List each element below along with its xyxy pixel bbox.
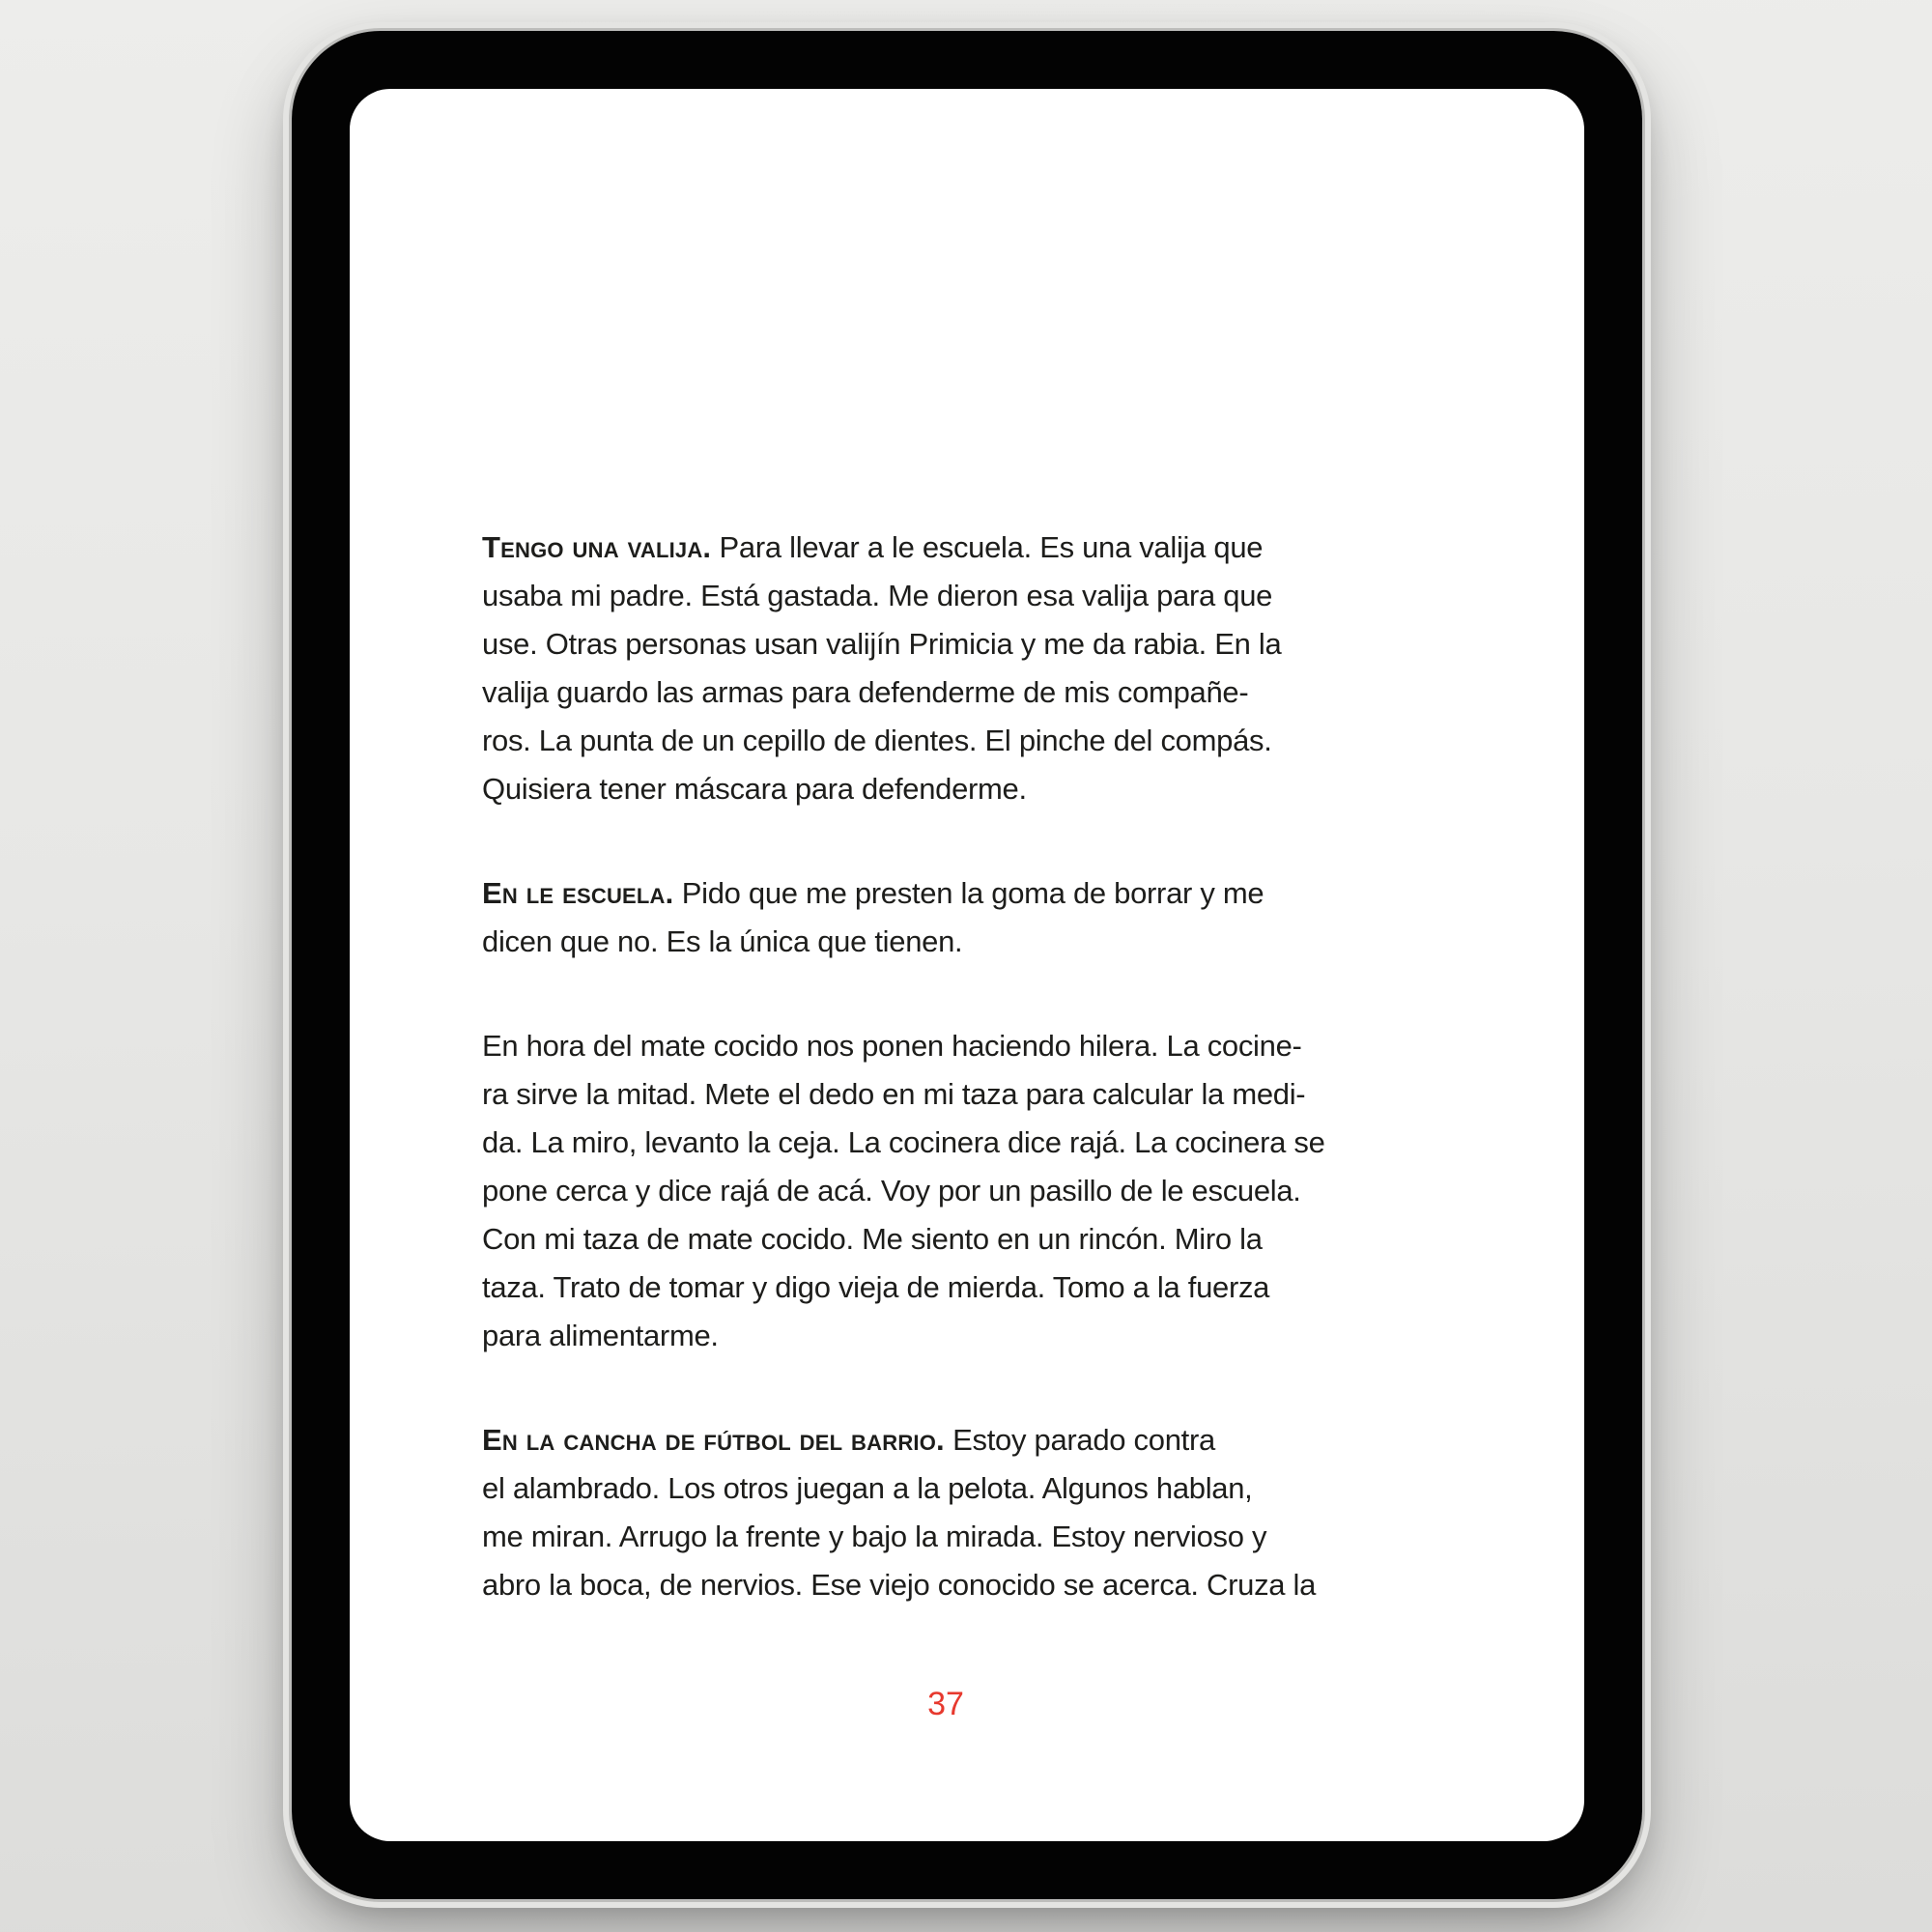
paragraph bbox=[482, 1416, 1458, 1609]
book-text bbox=[482, 524, 1458, 1609]
paragraph bbox=[482, 524, 1458, 813]
page-number: 37 bbox=[927, 1686, 964, 1722]
text-line: el alambrado. Los otros juegan a la pelota. Algunos hablan, bbox=[482, 1471, 1253, 1505]
text-line: Quisiera tener máscara para defenderme. bbox=[482, 772, 1027, 806]
text-line bbox=[482, 524, 1458, 572]
text-run: Pido que me presten la goma de borrar y me bbox=[673, 876, 1264, 910]
paragraph-lead: En la cancha de fútbol del barrio. bbox=[482, 1423, 945, 1457]
paragraph bbox=[482, 869, 1458, 966]
text-line: valija guardo las armas para defenderme de mis compañe- bbox=[482, 675, 1249, 709]
paragraph-lead: Tengo una valija. bbox=[482, 530, 712, 564]
text-line bbox=[482, 1416, 1458, 1464]
text-line: pone cerca y dice rajá de acá. Voy por un pasillo de le escuela. bbox=[482, 1174, 1301, 1208]
text-line: usaba mi padre. Está gastada. Me dieron esa valija para que bbox=[482, 579, 1273, 612]
text-run: Para llevar a le escuela. Es una valija que bbox=[711, 530, 1264, 564]
text-line bbox=[482, 869, 1458, 918]
text-line: ros. La punta de un cepillo de dientes. El pinche del compás. bbox=[482, 724, 1272, 757]
text-line: da. La miro, levanto la ceja. La cocinera dice rajá. La cocinera se bbox=[482, 1125, 1325, 1159]
paragraph bbox=[482, 1022, 1458, 1360]
text-line: abro la boca, de nervios. Ese viejo conocido se acerca. Cruza la bbox=[482, 1568, 1317, 1602]
text-line: me miran. Arrugo la frente y bajo la mirada. Estoy nervioso y bbox=[482, 1520, 1267, 1553]
text-line: ra sirve la mitad. Mete el dedo en mi taza para calcular la medi- bbox=[482, 1077, 1306, 1111]
text-line: En hora del mate cocido nos ponen haciendo hilera. La cocine- bbox=[482, 1029, 1302, 1063]
paragraph-lead: En le escuela. bbox=[482, 876, 674, 910]
text-line: Con mi taza de mate cocido. Me siento en un rincón. Miro la bbox=[482, 1222, 1263, 1256]
text-run: Estoy parado contra bbox=[944, 1423, 1215, 1457]
text-line: use. Otras personas usan valijín Primicia y me da rabia. En la bbox=[482, 627, 1282, 661]
text-line: para alimentarme. bbox=[482, 1319, 719, 1352]
text-line: taza. Trato de tomar y digo vieja de mierda. Tomo a la fuerza bbox=[482, 1270, 1270, 1304]
tablet-device bbox=[292, 31, 1642, 1899]
reader-screen[interactable] bbox=[350, 89, 1584, 1841]
text-line: dicen que no. Es la única que tienen. bbox=[482, 924, 963, 958]
